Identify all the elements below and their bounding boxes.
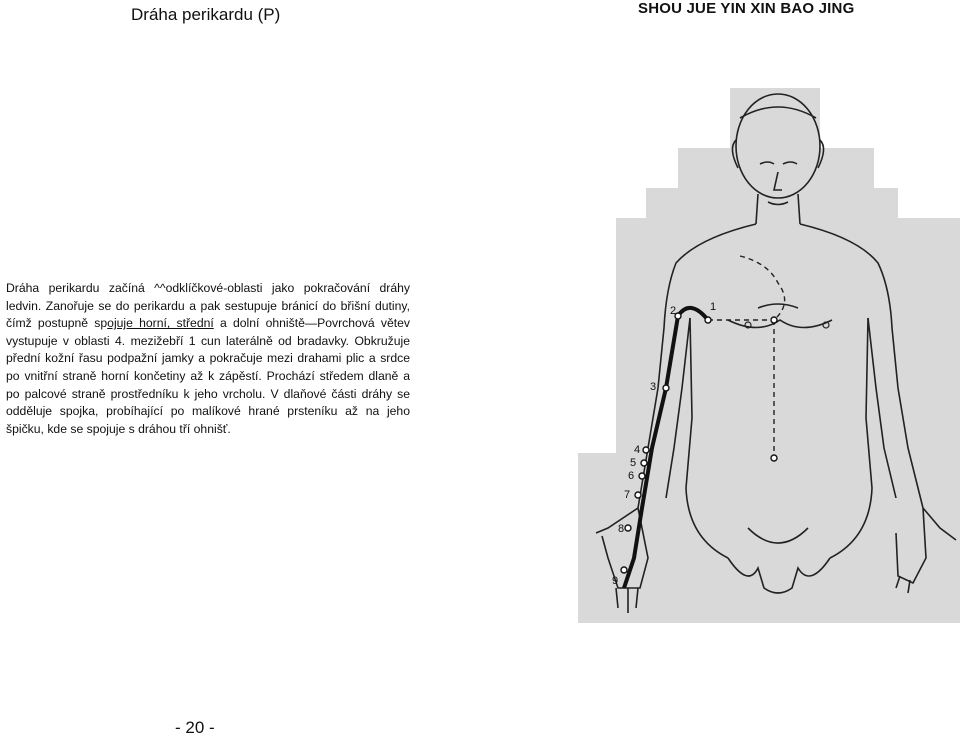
point-label-5: 5 [630, 457, 637, 469]
text-part-2: a dolní ohniště—Povrchová větev vystupuje v oblasti 4. mezižebří 1 cun laterálně od bradavky. Obkružuje přední kožní řasu podpažní jamky a pokračuje mezi drahami plic a srdce po vnitřní straně horní končetiny až k zápěstí. Prochází středem dlaně a po palcové straně prostředníku k jeho vrcholu. V dlaňové části dráhy se odděluje spojka, probíhající po malíkové hrané prsteníku až na jeho špičku, kde se spojuje s dráhou tří ohnišť. [6, 316, 410, 436]
point-label-4: 4 [634, 444, 641, 456]
point-label-9: 9 [612, 575, 619, 587]
meridian-chinese-name: SHOU JUE YIN XIN BAO JING [638, 0, 855, 17]
point-label-3: 3 [650, 381, 657, 393]
page-number: - 20 - [175, 718, 215, 737]
point-label-1: 1 [710, 301, 717, 313]
text-part-1: Dráha perikardu začíná ^^odklíčkové-oblasti jako pokračování dráhy ledvin. Zanořuje se do perikardu a pak sestupuje bránicí do břišní dutiny, čímž postupně sp [6, 281, 410, 331]
point-label-8: 8 [618, 523, 625, 535]
meridian-figure [578, 88, 960, 623]
page-title: Dráha perikardu (P) [131, 5, 281, 24]
body-illustration [578, 88, 960, 623]
text-underlined: ojuje horní, střední [107, 316, 214, 331]
point-label-2: 2 [670, 305, 677, 317]
description-paragraph [6, 280, 410, 438]
point-label-7: 7 [624, 489, 631, 501]
point-label-6: 6 [628, 470, 635, 482]
